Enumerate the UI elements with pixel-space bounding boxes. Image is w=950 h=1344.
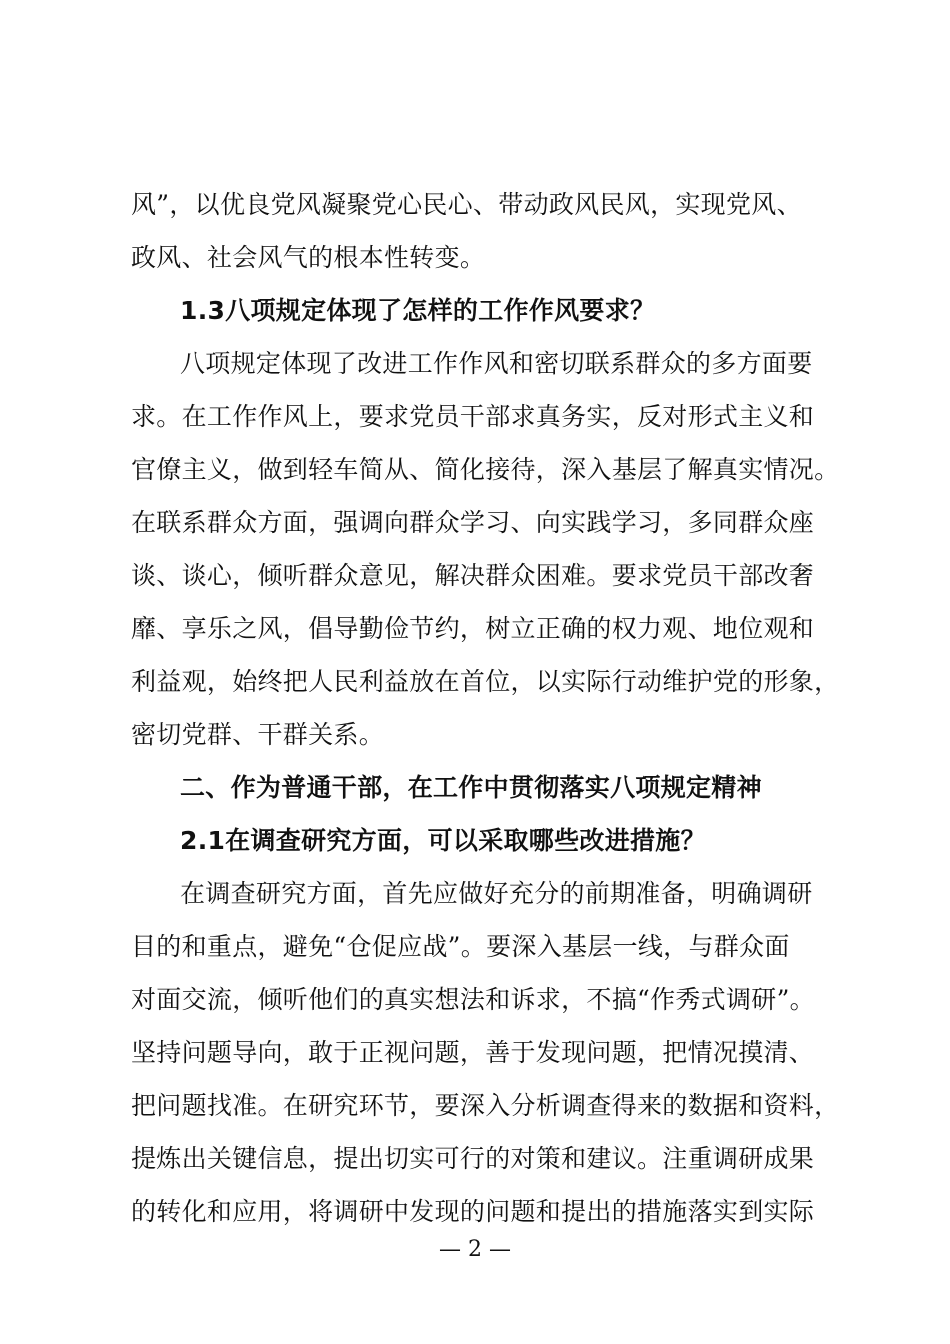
paragraph-line: 八项规定体现了改进工作作风和密切联系群众的多方面要	[180, 349, 813, 378]
section-heading: 二、作为普通干部，在工作中贯彻落实八项规定精神	[180, 773, 762, 802]
paragraph-line: 在联系群众方面，强调向群众学习、向实践学习，多同群众座	[131, 508, 815, 537]
section-heading: 1.3八项规定体现了怎样的工作作风要求？	[180, 296, 656, 325]
paragraph-line: 谈、谈心，倾听群众意见，解决群众困难。要求党员干部改奢	[131, 561, 815, 590]
paragraph-line: 政风、社会风气的根本性转变。	[131, 243, 486, 272]
paragraph-line: 密切党群、干群关系。	[131, 720, 385, 749]
paragraph-line: 官僚主义，做到轻车简从、简化接待，深入基层了解真实情况。	[131, 455, 840, 484]
paragraph-line: 在调查研究方面，首先应做好充分的前期准备，明确调研	[180, 879, 813, 908]
paragraph-line: 提炼出关键信息，提出切实可行的对策和建议。注重调研成果	[131, 1144, 815, 1173]
paragraph-line: 对面交流，倾听他们的真实想法和诉求，不搞“作秀式调研”。	[131, 985, 815, 1014]
paragraph-line: 目的和重点，避免“仓促应战”。要深入基层一线，与群众面	[131, 932, 790, 961]
document-body	[131, 178, 840, 1238]
section-heading: 2.1在调查研究方面，可以采取哪些改进措施？	[180, 826, 706, 855]
paragraph-line: 把问题找准。在研究环节，要深入分析调查得来的数据和资料，	[131, 1091, 840, 1120]
paragraph-line: 求。在工作作风上，要求党员干部求真务实，反对形式主义和	[131, 402, 815, 431]
paragraph-line: 靡、享乐之风，倡导勤俭节约，树立正确的权力观、地位观和	[131, 614, 815, 643]
page-number: — 2 —	[439, 1237, 511, 1262]
paragraph-line: 坚持问题导向，敢于正视问题，善于发现问题，把情况摸清、	[131, 1038, 815, 1067]
paragraph-line: 利益观，始终把人民利益放在首位，以实际行动维护党的形象，	[131, 667, 840, 696]
paragraph-line: 的转化和应用，将调研中发现的问题和提出的措施落实到实际	[131, 1197, 815, 1226]
paragraph-line: 风”，以优良党风凝聚党心民心、带动政风民风，实现党风、	[131, 190, 802, 219]
